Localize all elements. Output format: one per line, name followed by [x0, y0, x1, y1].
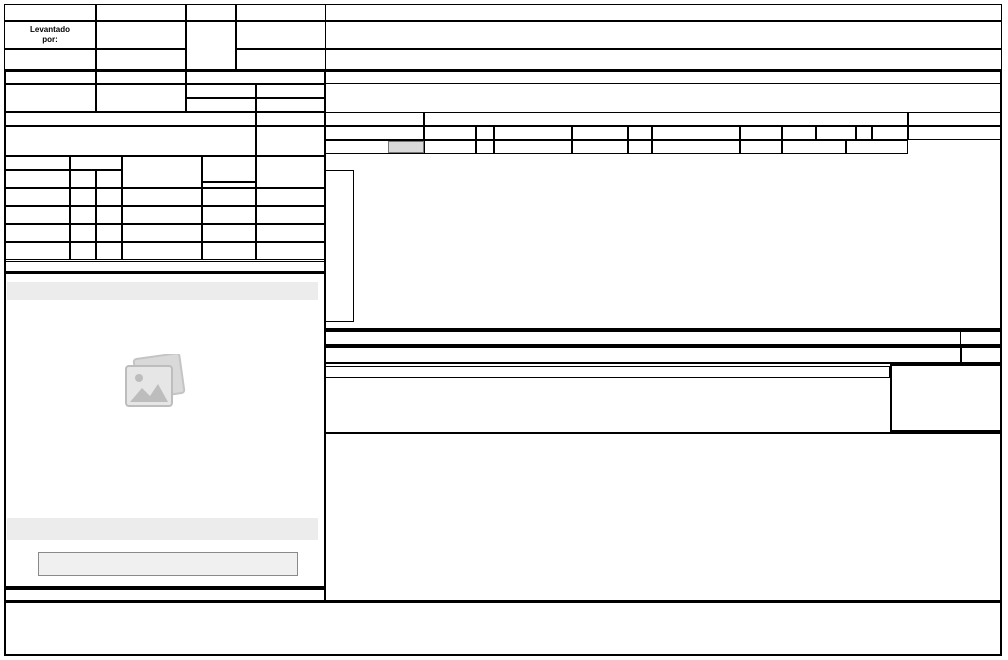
valoracion-top-blank — [324, 70, 1002, 84]
param-label — [324, 126, 424, 140]
imagen-label — [4, 261, 326, 272]
levantado-field[interactable] — [96, 21, 186, 49]
jm-field[interactable] — [256, 126, 326, 156]
company-text — [236, 49, 1002, 70]
left-row-cell[interactable] — [256, 242, 326, 260]
left-row-cell[interactable] — [202, 242, 256, 260]
clase-title — [324, 366, 890, 378]
estruc-header — [4, 170, 70, 188]
fecha-field[interactable] — [96, 4, 186, 21]
left-row-cell[interactable] — [202, 206, 256, 224]
agua-row — [324, 330, 1002, 346]
x-label — [4, 49, 96, 70]
param-value — [494, 126, 572, 140]
param-value — [856, 126, 872, 140]
param-value — [628, 140, 652, 154]
dir-field[interactable] — [256, 98, 326, 112]
parametro-header — [324, 112, 424, 126]
insertar-imagen-button[interactable] — [38, 552, 298, 576]
calidad-dash — [890, 372, 1002, 382]
orient-dir-header — [96, 170, 122, 188]
dip-field[interactable] — [186, 98, 256, 112]
valor-header — [908, 112, 1002, 126]
project-text — [236, 21, 1002, 49]
param-value — [846, 140, 908, 154]
param-value — [652, 140, 740, 154]
condicion-juntas-label — [324, 170, 354, 322]
image-placeholder-icon — [122, 354, 186, 410]
agua-valor — [960, 331, 1000, 345]
left-row-cell[interactable] — [96, 224, 122, 242]
litologia-label — [4, 112, 256, 126]
param-value — [782, 126, 816, 140]
param-value — [476, 126, 494, 140]
valor-total-value — [960, 347, 1000, 363]
param-value — [494, 140, 572, 154]
left-row-cell[interactable] — [256, 224, 326, 242]
rqd-input-box[interactable] — [388, 141, 424, 153]
fecha-label — [4, 4, 96, 21]
param-value — [782, 140, 846, 154]
image-top-band — [7, 282, 318, 300]
param-value — [628, 126, 652, 140]
param-value — [740, 126, 782, 140]
param-value — [816, 126, 856, 140]
orientacion-header — [70, 156, 122, 170]
left-row-cell[interactable] — [4, 224, 70, 242]
orient-dip-header — [70, 170, 96, 188]
param-value — [572, 140, 628, 154]
jm-label — [256, 112, 326, 126]
agua-label — [328, 331, 420, 345]
left-row-cell[interactable] — [96, 206, 122, 224]
left-row-cell[interactable] — [122, 206, 202, 224]
left-row-cell[interactable] — [122, 188, 202, 206]
param-value — [872, 126, 908, 140]
favorabilidad-header — [256, 156, 326, 188]
left-row-cell[interactable] — [256, 206, 326, 224]
levantado-label: Levantado por: — [4, 21, 96, 49]
tramo-field[interactable] — [4, 84, 96, 112]
espaciamiento-header — [122, 156, 202, 188]
relleno-header — [202, 156, 256, 182]
param-value — [652, 126, 740, 140]
left-row-cell[interactable] — [70, 242, 96, 260]
bottom-middle-panel — [324, 432, 1002, 602]
estacion-label — [96, 70, 186, 84]
left-row-cell[interactable] — [122, 224, 202, 242]
left-row-cell[interactable] — [96, 188, 122, 206]
left-row-cell[interactable] — [4, 206, 70, 224]
param-value — [740, 140, 782, 154]
observaciones-label — [4, 588, 326, 602]
titulo-label — [186, 4, 236, 21]
calidad-label — [890, 402, 1002, 416]
image-bottom-band — [7, 518, 318, 540]
param-value — [424, 140, 476, 154]
left-row-cell[interactable] — [202, 224, 256, 242]
valoracion-title — [324, 84, 1002, 112]
left-row-cell[interactable] — [122, 242, 202, 260]
left-row-cell[interactable] — [202, 188, 256, 206]
left-row-cell[interactable] — [70, 188, 96, 206]
left-row-cell[interactable] — [4, 188, 70, 206]
image-area — [4, 272, 326, 588]
left-row-cell[interactable] — [256, 188, 326, 206]
title-text — [236, 4, 1002, 21]
param-value — [572, 126, 628, 140]
left-row-cell[interactable] — [70, 206, 96, 224]
rango-header — [424, 112, 908, 126]
param-value — [476, 140, 494, 154]
estacion-field[interactable] — [96, 84, 186, 112]
param-valor — [908, 126, 1002, 140]
dir-label — [256, 84, 326, 98]
left-row-cell[interactable] — [70, 224, 96, 242]
proyecto-label — [186, 21, 236, 70]
talud-label — [186, 70, 326, 84]
left-row-cell[interactable] — [4, 242, 70, 260]
tramo-label — [4, 70, 96, 84]
dip-label — [186, 84, 256, 98]
param-value — [424, 126, 476, 140]
tipo-header — [4, 156, 70, 170]
valor-total-label — [324, 347, 960, 363]
y-label — [96, 49, 186, 70]
litologia-field[interactable] — [4, 126, 256, 156]
observaciones-field[interactable] — [4, 601, 1002, 656]
left-row-cell[interactable] — [96, 242, 122, 260]
